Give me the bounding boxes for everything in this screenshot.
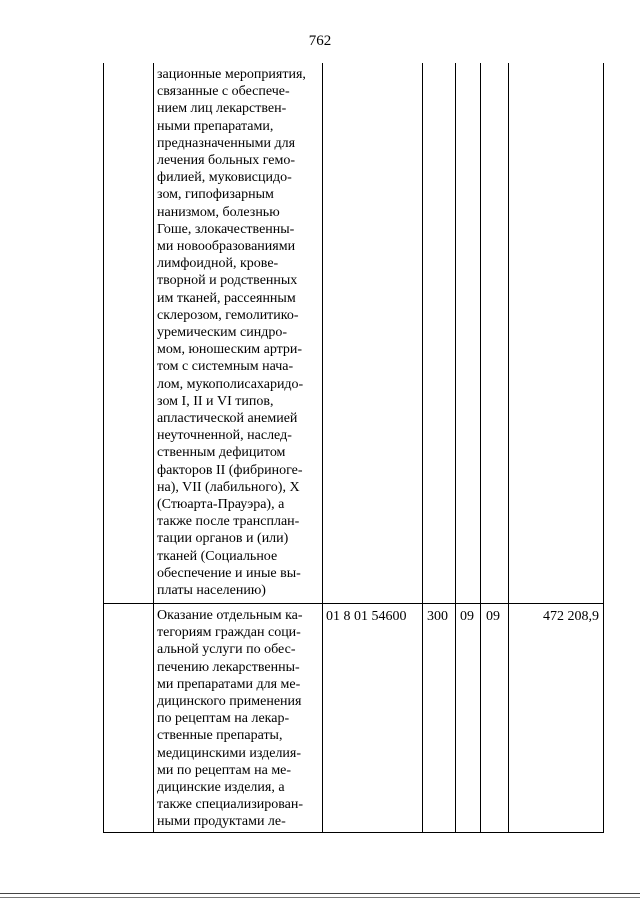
table-row-2-name: Оказание отдельным ка- тегориям граждан соци- альной услуги по обес- печению лекарственны- ми препаратами для ме- дицинского применения по рецептам на лекар- ственные препараты, медицинскими изделия- ми по рецептам на ме- дицинские изделия, а также специализирован- ными продуктами ле-	[157, 608, 304, 830]
row-divider	[103, 603, 604, 604]
column-divider	[480, 63, 481, 833]
table-row-2-section: 09	[460, 609, 474, 624]
column-divider	[153, 63, 154, 833]
table-border-right	[603, 63, 604, 833]
page-number: 762	[308, 33, 332, 49]
table-border-left	[103, 63, 104, 833]
column-divider	[455, 63, 456, 833]
column-divider	[422, 63, 423, 833]
scan-edge-line	[0, 893, 640, 894]
table-row-2-subsection: 09	[486, 609, 500, 624]
column-divider	[508, 63, 509, 833]
table-row-2-amount: 472 208,9	[543, 609, 599, 624]
table-row-2-code: 01 8 01 54600	[326, 609, 407, 624]
table-border-bottom	[103, 832, 604, 833]
table-row-1-name: зационные мероприятия, связанные с обеспече- нием лиц лекарствен- ными препаратами, предназначенными для лечения больных гемо- филией, муковисцидо- зом, гипофизарным нанизмом, болезнью Гоше, злокачественны- ми новообразованиями лимфоидной, крове- творной и родственных им тканей, рассеянным склерозом, гемолитико- уремическим синдро- мом, юношеским артри- том с системным нача- лом, мукополисахаридо- зом I, II и VI типов, апластической анемией неуточненной, наслед- ственным дефицитом факторов II (фибриноге- на), VII (лабильного), X (Стюарта-Прауэра), а также после трансплан- тации органов и (или) тканей (Социальное обеспечение и иные вы- платы населению)	[157, 67, 306, 599]
scan-edge-line	[0, 897, 640, 898]
table-row-2-type: 300	[427, 609, 448, 624]
